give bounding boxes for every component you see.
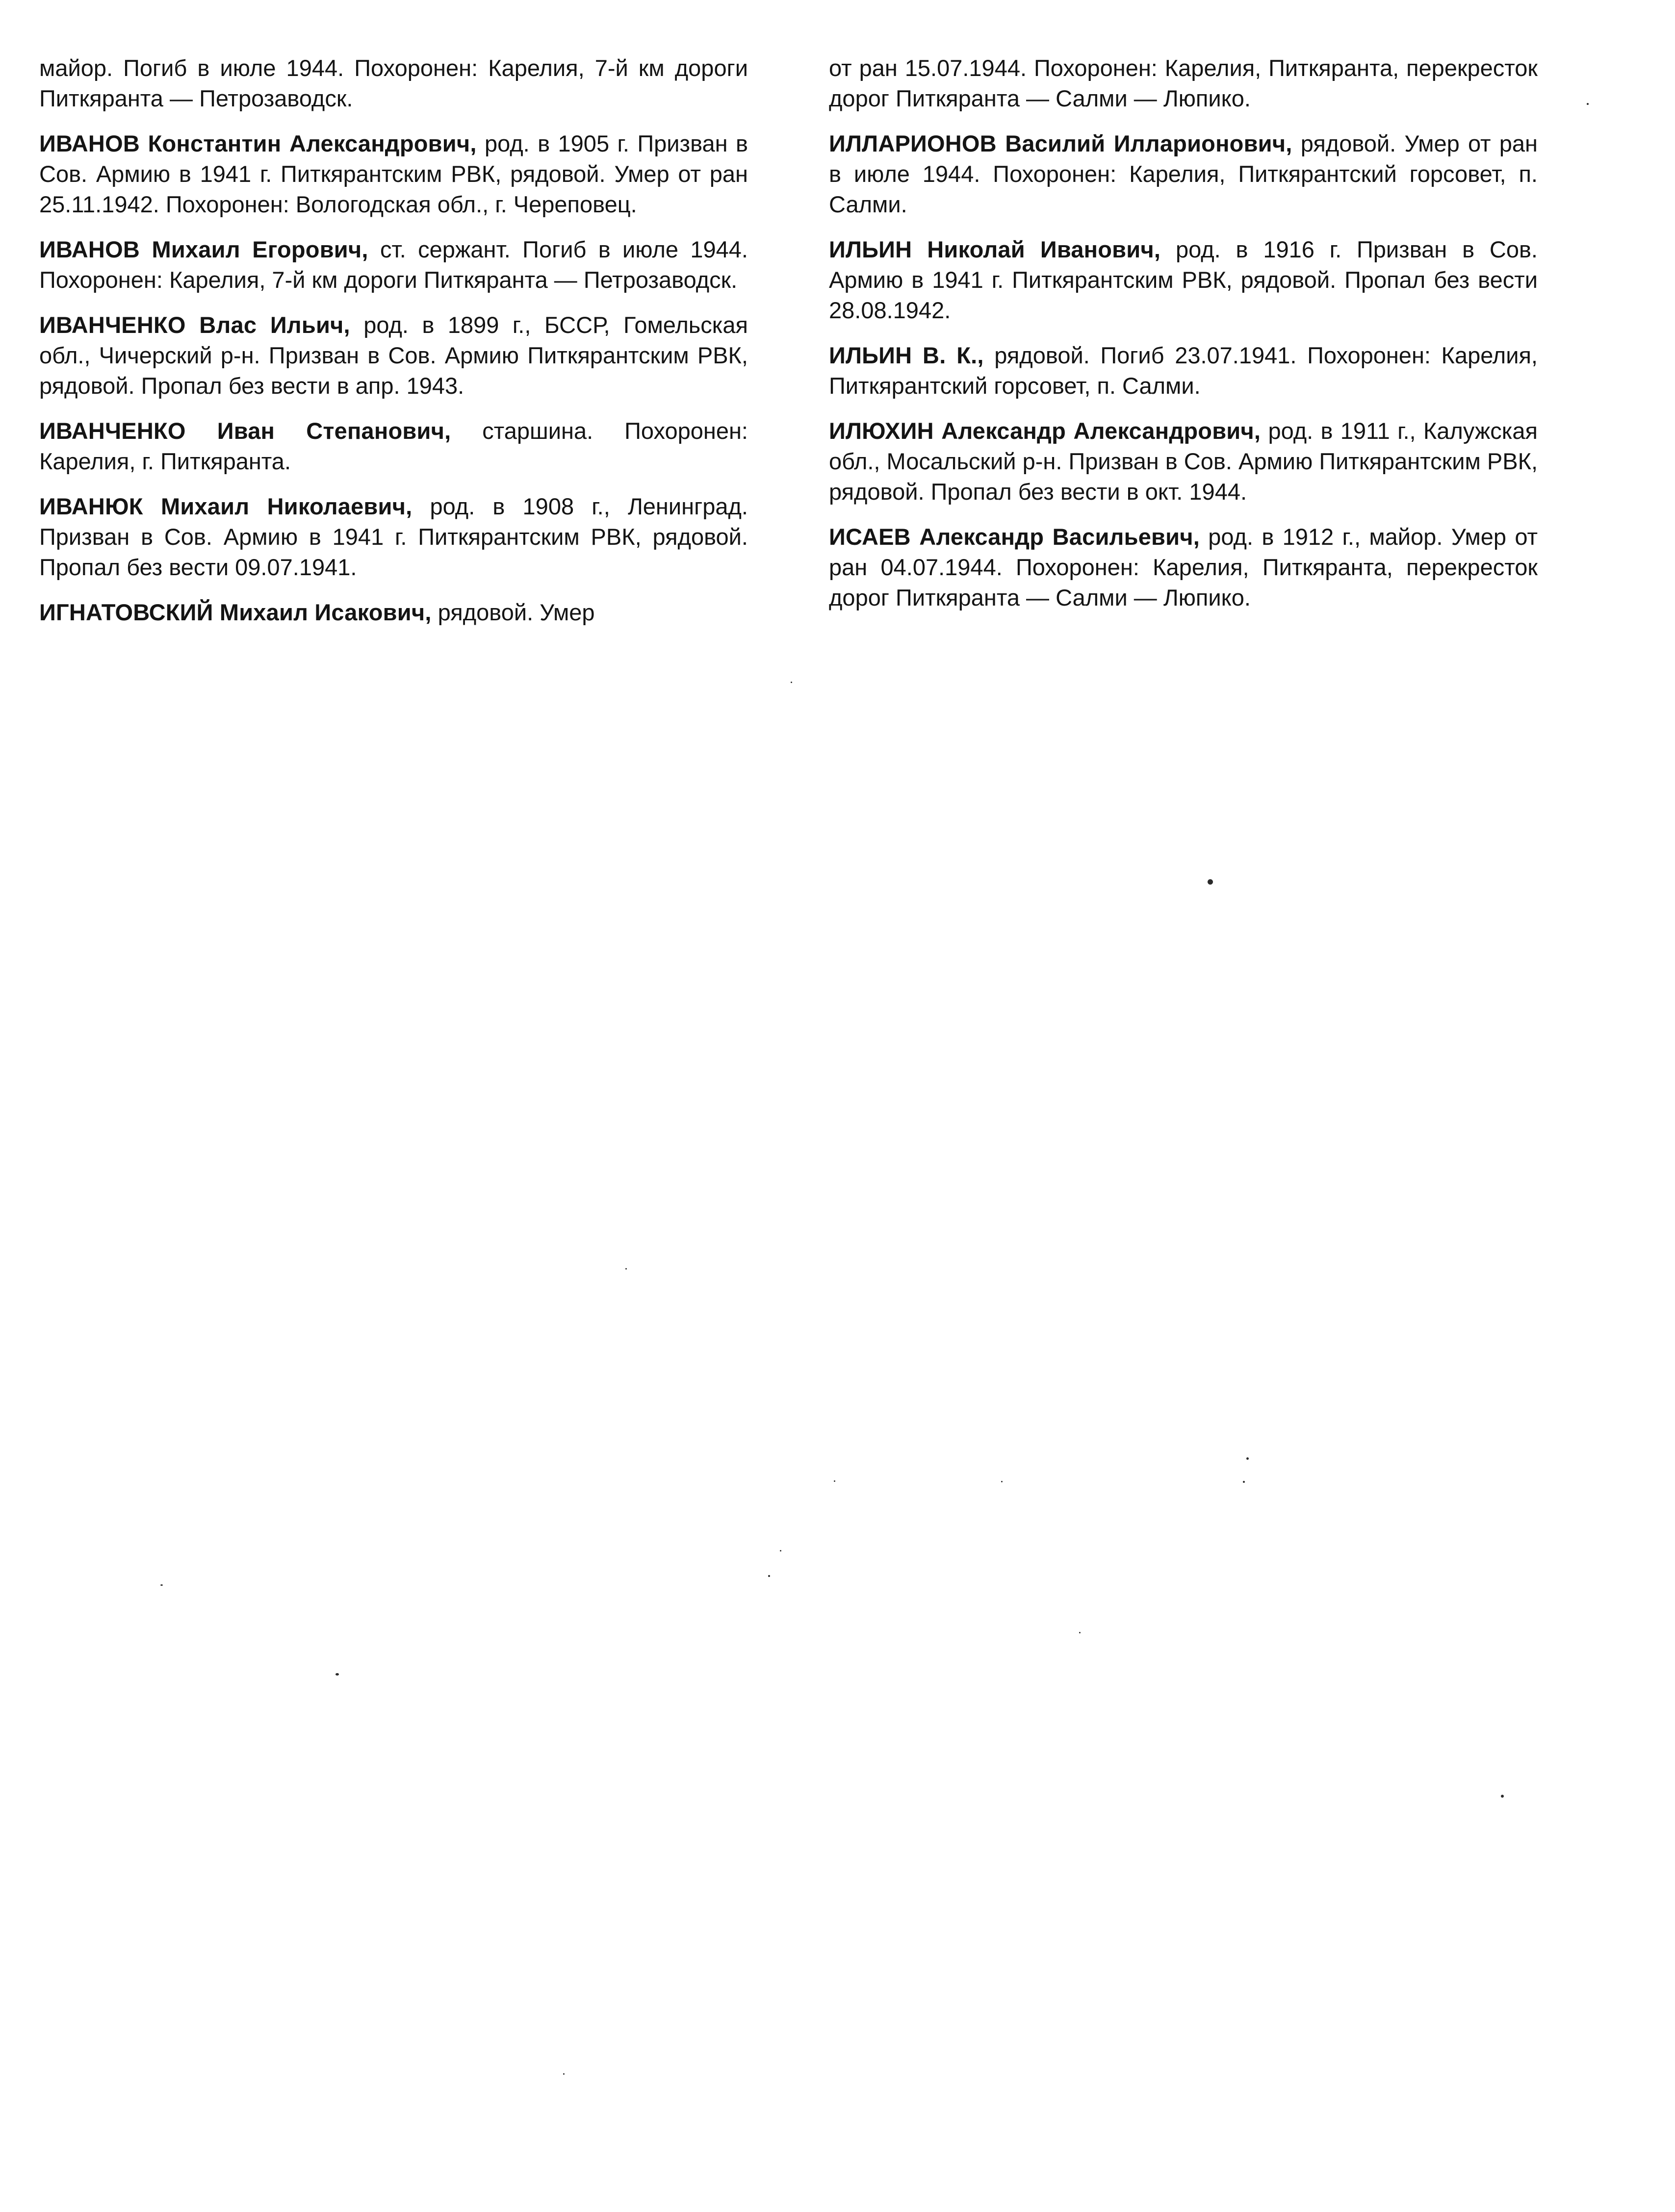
scan-speck (1243, 1481, 1245, 1483)
entry-ivanov-mikhail (39, 234, 748, 295)
entry-text: род. в 1911 г., Калужская обл., Мосальский р-н. Призван в Сов. Армию Питкярантским РВК, рядовой. Пропал без вести в окт. 1944. (829, 418, 1538, 505)
entry-text: старшина. Похоронен: Карелия, г. Питкяранта. (39, 418, 748, 474)
entry-name: ИЛЬИН В. К., (829, 342, 984, 368)
scan-speck (791, 682, 792, 683)
entry-name: ИСАЕВ Александр Васильевич, (829, 524, 1200, 550)
entry-text: род. в 1905 г. Призван в Сов. Армию в 1941 г. Питкярантским РВК, рядовой. Умер от ран 25.11.1942. Похоронен: Вологодская обл., г. Череповец. (39, 130, 748, 217)
scan-speck (1001, 1481, 1003, 1482)
entry-text: ст. сержант. Погиб в июле 1944. Похоронен: Карелия, 7-й км дороги Питкяранта — Петрозаводск. (39, 236, 748, 293)
entry-name: ИВАНЮК Михаил Николаевич, (39, 493, 412, 519)
entry-name: ИВАНЧЕНКО Влас Ильич, (39, 312, 350, 338)
right-column (829, 53, 1538, 628)
scan-speck (1246, 1457, 1249, 1460)
entry-ilyin-vk (829, 340, 1538, 401)
scan-speck (1079, 1632, 1081, 1633)
scan-speck (834, 1480, 835, 1482)
entry-text: рядовой. Умер от ран в июле 1944. Похоронен: Карелия, Питкярантский горсовет, п. Салми. (829, 130, 1538, 217)
entry-name: ИГНАТОВСКИЙ Михаил Исакович, (39, 599, 432, 625)
scan-speck (1208, 879, 1213, 885)
scan-speck (1501, 1795, 1504, 1798)
entry-text: род. в 1899 г., БССР, Гомельская обл., Чичерский р-н. Призван в Сов. Армию Питкярантским РВК, рядовой. Пропал без вести в апр. 1943. (39, 312, 748, 399)
entry-ignatovsky-mikhail (39, 597, 748, 628)
entry-continuation (39, 53, 748, 114)
entry-name: ИЛЬИН Николай Иванович, (829, 236, 1161, 262)
entry-text: род. в 1916 г. Призван в Сов. Армию в 1941 г. Питкярантским РВК, рядовой. Пропал без вести 28.08.1942. (829, 236, 1538, 323)
entry-text: майор. Погиб в июле 1944. Похоронен: Карелия, 7-й км дороги Питкяранта — Петрозаводск. (39, 55, 748, 111)
scan-speck (335, 1673, 339, 1676)
scan-speck (768, 1575, 770, 1577)
entry-illarionov-vasily (829, 128, 1538, 220)
scan-speck (160, 1584, 163, 1586)
entry-name: ИВАНОВ Михаил Егорович, (39, 236, 368, 262)
scan-speck (780, 1550, 781, 1551)
scan-speck (625, 1268, 627, 1270)
entry-ivanchenko-ivan (39, 416, 748, 477)
entry-ilyukhin-alexander (829, 416, 1538, 507)
entry-ivanyuk-mikhail (39, 491, 748, 583)
entry-ilyin-nikolay (829, 234, 1538, 326)
entry-name: ИВАНОВ Константин Александрович, (39, 130, 477, 156)
entry-ivanchenko-vlas (39, 310, 748, 401)
entry-name: ИЛЮХИН Александр Александрович, (829, 418, 1261, 444)
entry-text: рядовой. Умер (431, 599, 595, 625)
entry-isaev-alexander (829, 522, 1538, 613)
left-column (39, 53, 748, 642)
entry-continuation (829, 53, 1538, 114)
entry-ivanov-konstantin (39, 128, 748, 220)
entry-text: от ран 15.07.1944. Похоронен: Карелия, Питкяранта, перекресток дорог Питкяранта — Салми — Люпико. (829, 55, 1538, 111)
entry-text: род. в 1908 г., Ленинград. Призван в Сов. Армию в 1941 г. Питкярантским РВК, рядовой. Пропал без вести 09.07.1941. (39, 493, 748, 580)
scan-speck (563, 2073, 565, 2075)
entry-name: ИЛЛАРИОНОВ Василий Илларионович, (829, 130, 1292, 156)
entry-text: рядовой. Погиб 23.07.1941. Похоронен: Карелия, Питкярантский горсовет, п. Салми. (829, 342, 1538, 399)
entry-name: ИВАНЧЕНКО Иван Степанович, (39, 418, 451, 444)
scan-speck (1587, 103, 1589, 105)
entry-text: род. в 1912 г., майор. Умер от ран 04.07.1944. Похоронен: Карелия, Питкяранта, перекресток дорог Питкяранта — Салми — Люпико. (829, 524, 1538, 610)
